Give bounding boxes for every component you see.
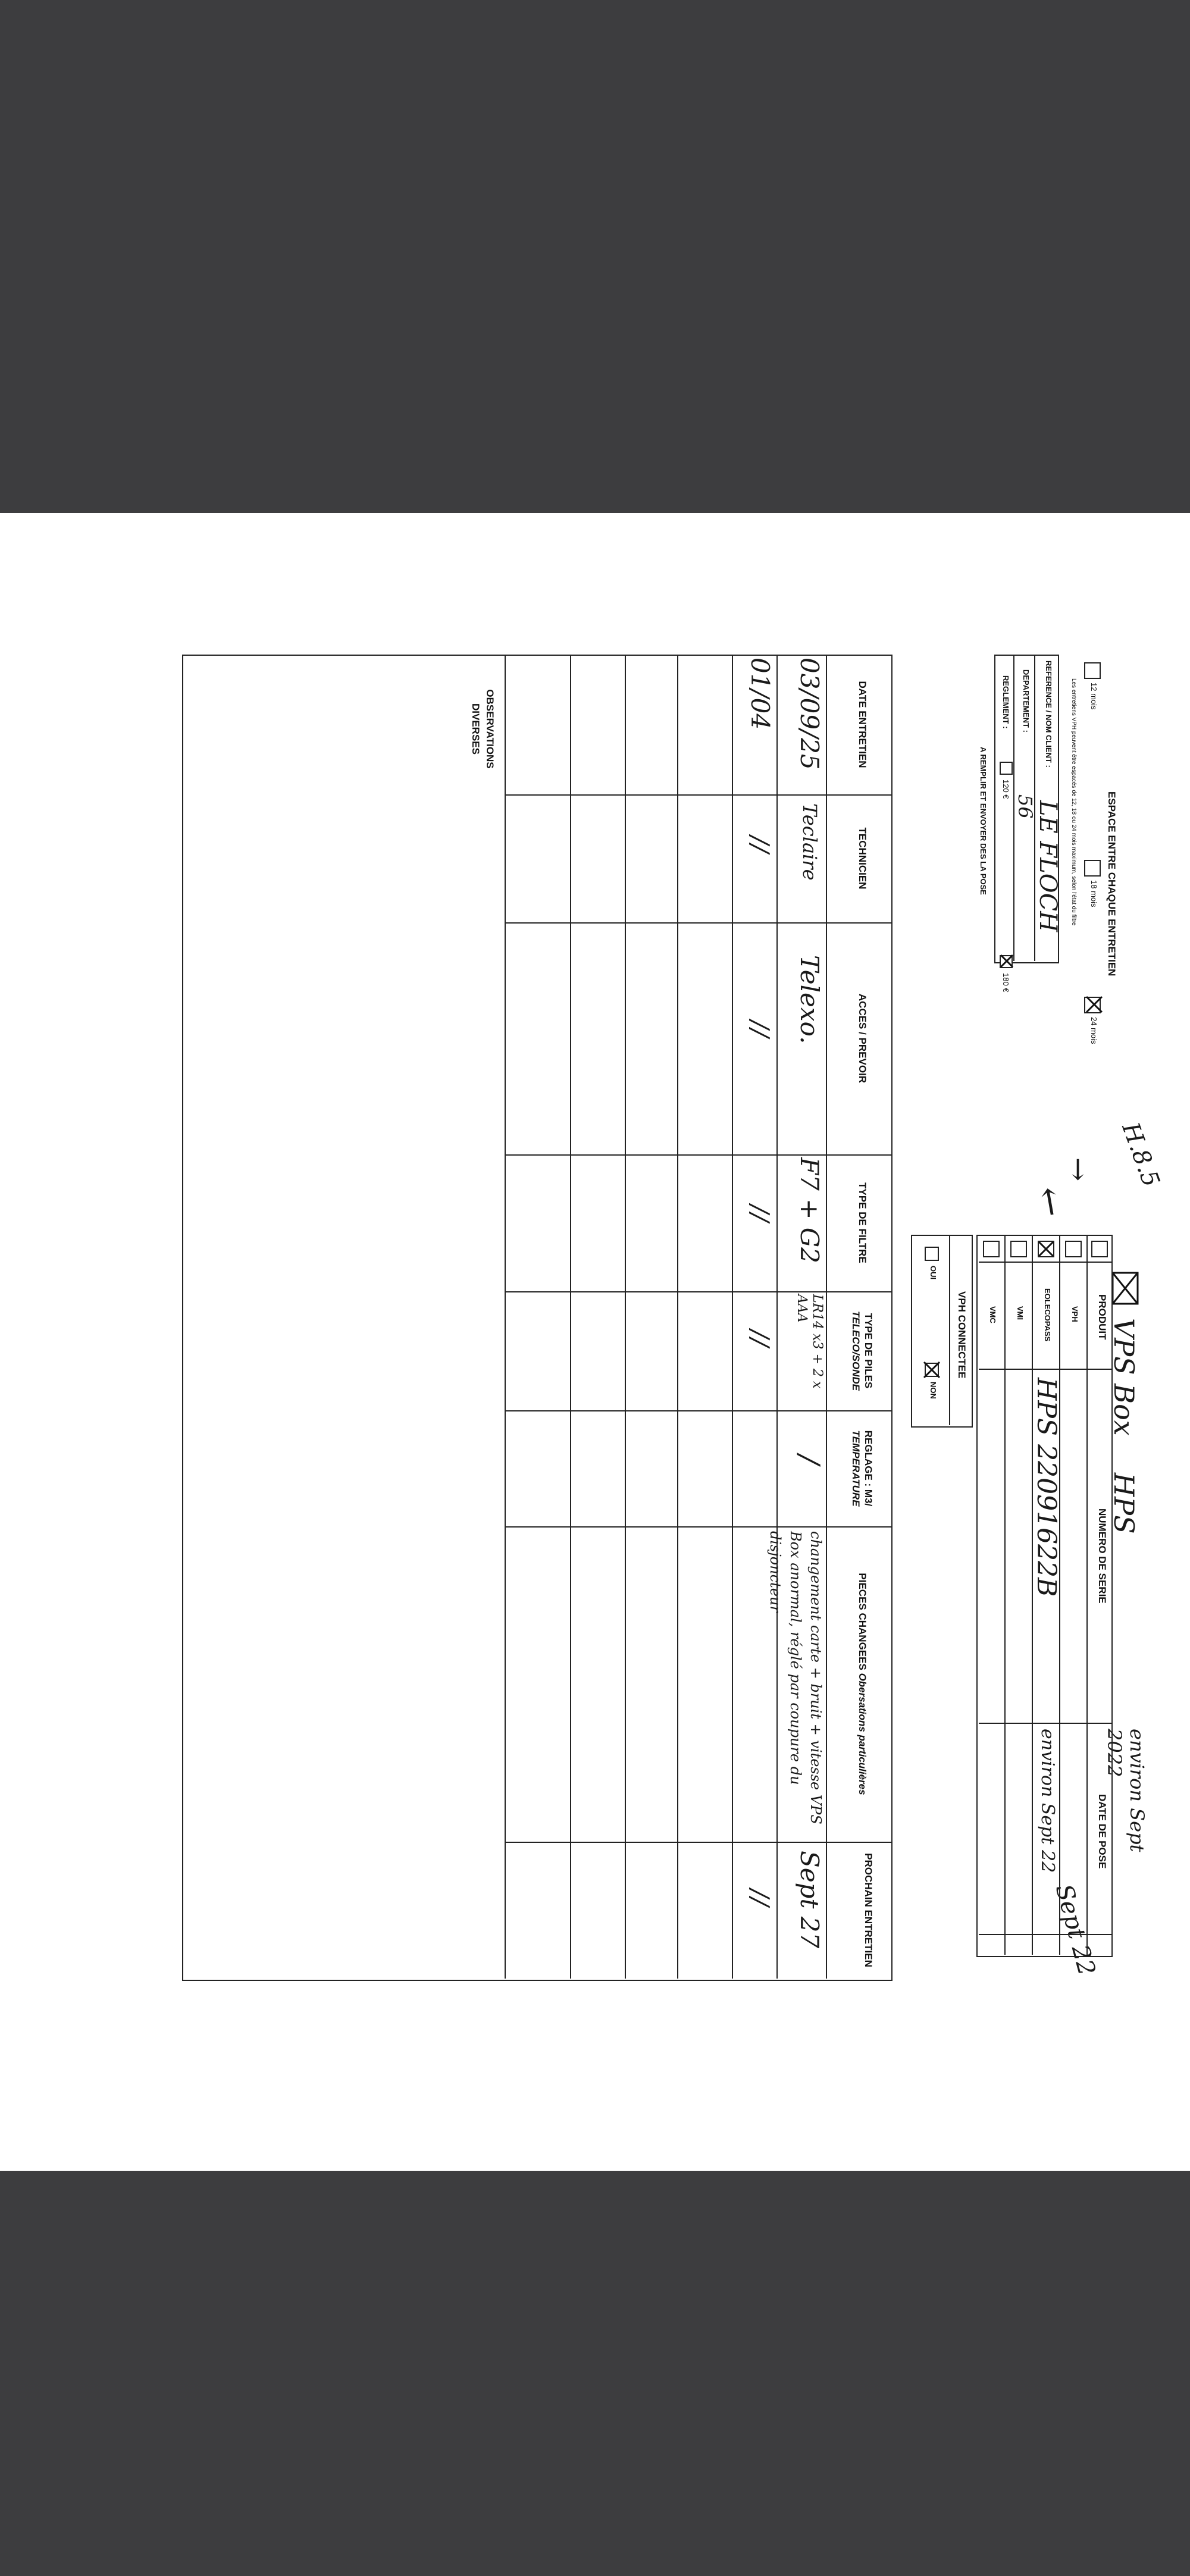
arrow-annotation: →: [1061, 1157, 1095, 1182]
annotation-hps: HPS: [1108, 1473, 1140, 1534]
bottom-dark-band: [0, 2171, 1190, 2576]
row2-technicien: //: [746, 836, 775, 853]
product-vmc: VMC: [988, 1306, 997, 1323]
row1-acces: Telexo.: [795, 955, 824, 1044]
header-reglage-label: REGLAGE : M3/: [863, 1430, 874, 1507]
row1-filtre: F7 + G2: [795, 1157, 824, 1264]
header-pieces-label: PIECES CHANGEES: [857, 1573, 868, 1670]
maintenance-form: [173, 634, 1165, 2002]
row2-acces: //: [746, 1021, 775, 1038]
checkbox-18-months[interactable]: [1084, 860, 1101, 877]
vph-oui: OUI: [929, 1266, 938, 1280]
header-date-entretien: DATE ENTRETIEN: [857, 681, 868, 768]
header-date-pose: DATE DE POSE: [1097, 1794, 1108, 1869]
check-mark-icon: [923, 1361, 941, 1379]
row1-pieces: changement carte + bruit + vitesse VPS Box anormal, réglé par coupure du disjoncteur: [767, 1531, 824, 1824]
header-acces: ACCES / PREVOIR: [857, 993, 868, 1084]
department-label: DEPARTEMENT :: [1022, 669, 1031, 733]
product-vph: VPH: [1070, 1306, 1079, 1322]
row1-technicien: Teclaire: [798, 803, 821, 881]
installation-date-value: environ Sept 22: [1037, 1729, 1058, 1873]
header-temperature: TEMPERATURE: [850, 1430, 862, 1507]
header-pieces: [856, 1526, 869, 1842]
observations-label: OBSERVATIONS DIVERSES: [470, 689, 496, 769]
product-vmi: VMI: [1016, 1306, 1025, 1320]
product-eolecopass: EOLECOPASS: [1043, 1288, 1052, 1342]
row2-piles: //: [746, 1330, 775, 1347]
header-prochain-entretien: PROCHAIN ENTRETIEN: [863, 1853, 874, 1967]
form-footer-note: A REMPLIR ET ENVOYER DES LA POSE: [979, 747, 988, 895]
check-mark-icon: [1038, 1241, 1054, 1257]
row1-piles: LR14 x3 + 2 x AAA: [794, 1294, 825, 1389]
checkbox-120[interactable]: [1000, 762, 1013, 775]
spacing-note: Les entretiens VPH peuvent être espacés de 12, 18 ou 24 mois maximum, selon l'état du filtre: [1070, 678, 1077, 926]
checkbox-oui[interactable]: [925, 1247, 939, 1261]
payment-label: REGLEMENT :: [1001, 675, 1010, 729]
row1-reglage: /: [793, 1455, 826, 1465]
vph-connected-title: VPH CONNECTEE: [956, 1291, 967, 1379]
payment-120: 120 €: [1001, 780, 1010, 799]
annotation-side-date: Sept 22: [1050, 1881, 1101, 1979]
header-reglage: [850, 1410, 875, 1526]
payment-180: 180 €: [1001, 973, 1010, 993]
reference-label: REFERENCE / NOM CLIENT :: [1044, 661, 1053, 768]
product-checkbox-eolecopass[interactable]: [1038, 1241, 1054, 1257]
serial-number-value: HPS 22091622B: [1031, 1378, 1061, 1597]
header-numero-serie: NUMERO DE SERIE: [1097, 1508, 1108, 1604]
product-checkbox-vph[interactable]: [1065, 1241, 1082, 1257]
arrow-down-annotation: ↙: [1024, 1178, 1076, 1226]
header-teleco-sonde: TELECO/SONDE: [850, 1310, 862, 1391]
option-18-months: 18 mois: [1089, 880, 1098, 907]
check-mark-icon: [1085, 996, 1103, 1013]
annotation-vps-box: VPS Box: [1108, 1318, 1140, 1436]
header-observations: Obersations particulières: [857, 1673, 868, 1795]
reference-value: LE FLOCH: [1034, 800, 1061, 932]
header-type-filtre: TYPE DE FILTRE: [857, 1182, 868, 1263]
option-24-months: 24 mois: [1089, 1017, 1098, 1044]
row1-date: 03/09/25: [795, 658, 824, 770]
vph-non: NON: [929, 1382, 938, 1399]
product-checkbox-vmi[interactable]: [1010, 1241, 1027, 1257]
option-12-months: 12 mois: [1089, 683, 1098, 710]
checkbox-24-months[interactable]: [1084, 997, 1101, 1013]
product-checkbox-1[interactable]: [1091, 1241, 1108, 1257]
checkbox-12-months[interactable]: [1084, 662, 1101, 679]
header-technicien: TECHNICIEN: [857, 827, 868, 890]
row2-prochain: //: [746, 1889, 775, 1907]
header-type-piles: [850, 1291, 875, 1410]
spacing-title: ESPACE ENTRE CHAQUE ENTRETIEN: [1106, 791, 1117, 976]
checkbox-non[interactable]: [925, 1363, 939, 1377]
row2-date: 01/04: [746, 658, 775, 730]
header-produit: PRODUIT: [1097, 1294, 1108, 1340]
product-checkbox-vmc[interactable]: [983, 1241, 1000, 1257]
annotation-h85: H.8.5: [1116, 1119, 1165, 1191]
boxed-check-icon: [1110, 1270, 1140, 1306]
department-value: 56: [1014, 794, 1036, 819]
row1-prochain: Sept 27: [795, 1851, 824, 1949]
row2-filtre: //: [746, 1205, 775, 1222]
checkbox-180[interactable]: [1000, 955, 1013, 968]
top-dark-band: [0, 0, 1190, 513]
header-type-piles-label: TYPE DE PILES: [863, 1313, 874, 1389]
annotation-top-date: environ Sept 2022: [1103, 1729, 1148, 1852]
check-mark-icon: [1000, 954, 1014, 968]
